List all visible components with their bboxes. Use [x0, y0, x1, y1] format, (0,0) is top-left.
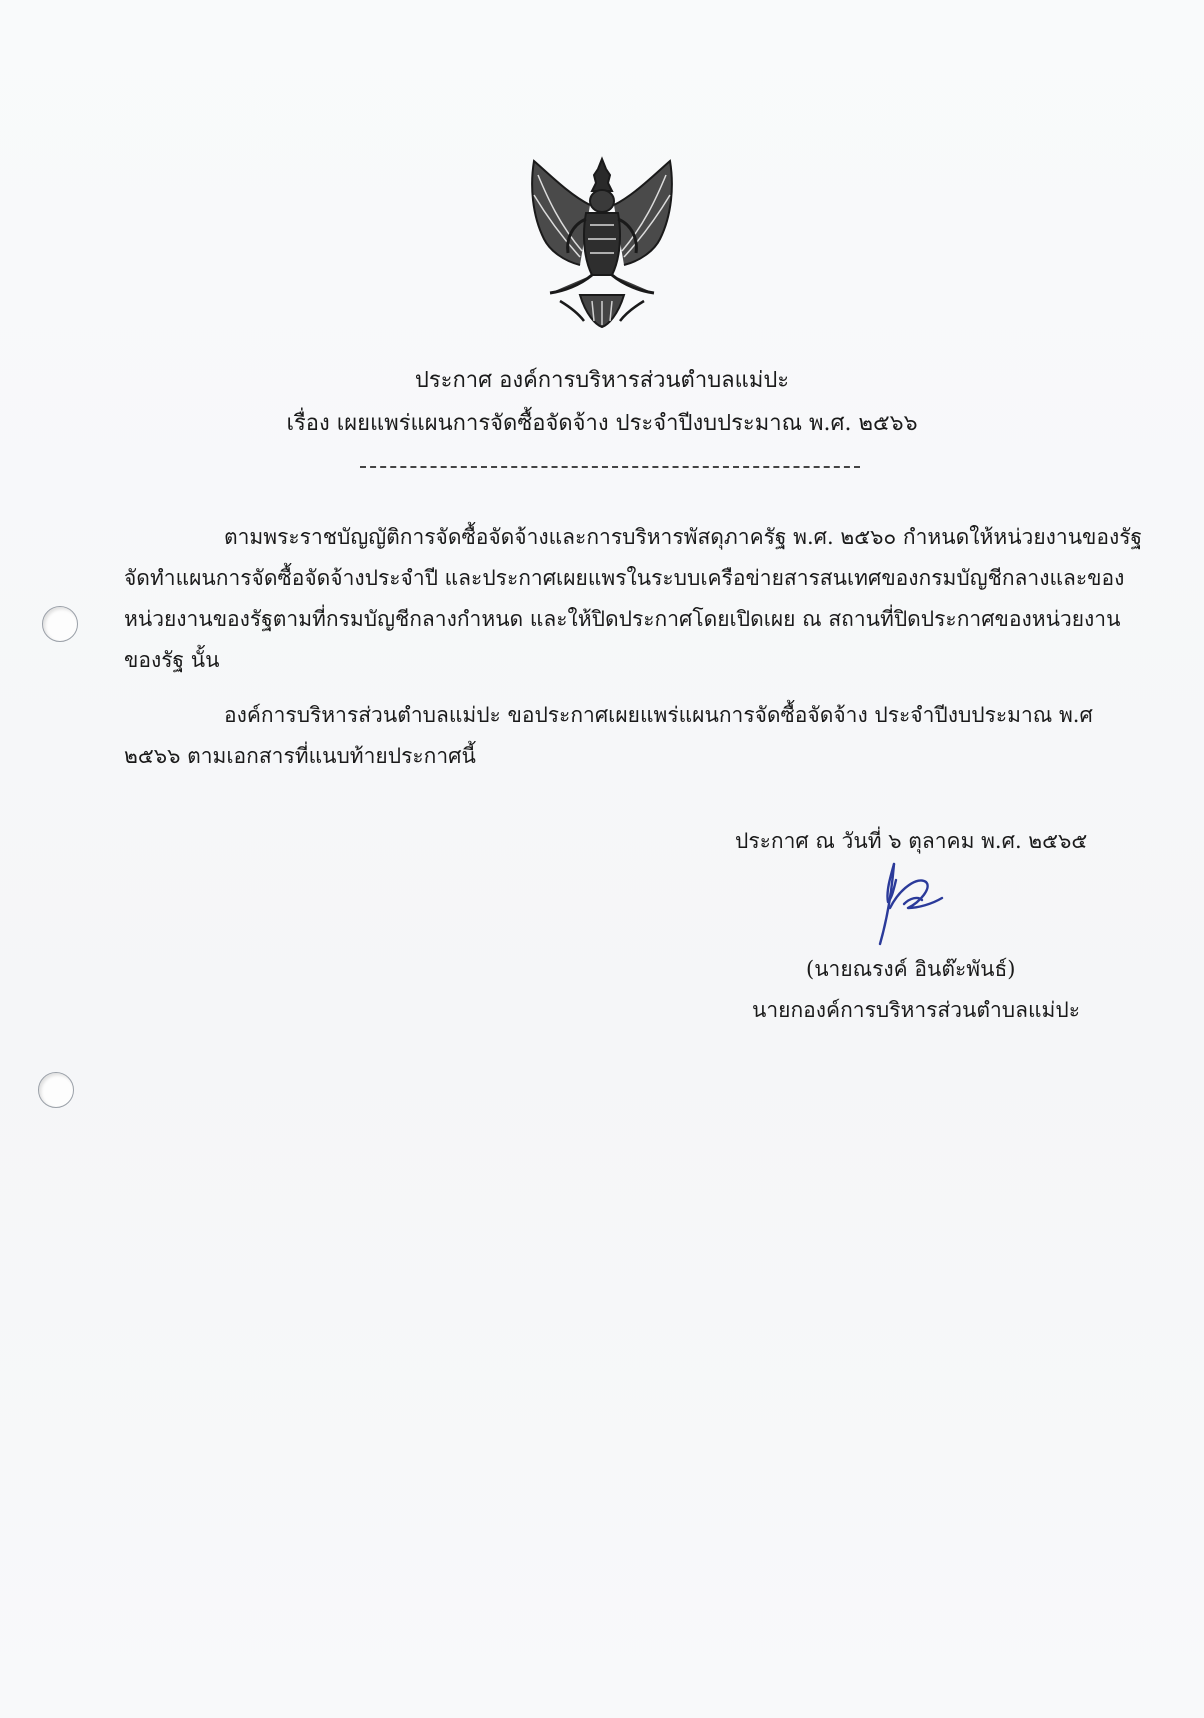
subject-line: เรื่อง เผยแพร่แผนการจัดซื้อจัดจ้าง ประจำปีงบประมาณ พ.ศ. ๒๕๖๖: [286, 411, 918, 436]
signature-icon: [860, 858, 970, 948]
paragraph-1: [124, 522, 1143, 676]
announcement-date: ประกาศ ณ วันที่ ๖ ตุลาคม พ.ศ. ๒๕๖๕: [735, 829, 1088, 853]
paragraph-2-line: องค์การบริหารส่วนตำบลแม่ปะ ขอประกาศเผยแพร่แผนการจัดซื้อจัดจ้าง ประจำปีงบประมาณ พ.ศ: [224, 703, 1093, 727]
paragraph-1-line: จัดทำแผนการจัดซื้อจัดจ้างประจำปี และประกาศเผยแพรในระบบเครือข่ายสารสนเทศของกรมบัญชีกลางและของ: [124, 566, 1125, 590]
punch-hole-bottom: [38, 1072, 74, 1108]
paragraph-2-line: ๒๕๖๖ ตามเอกสารที่แนบท้ายประกาศนี้: [124, 744, 476, 768]
divider-line: [360, 466, 860, 468]
issuer-line: ประกาศ องค์การบริหารส่วนตำบลแม่ปะ: [414, 368, 790, 393]
garuda-emblem-icon: [520, 155, 685, 330]
paragraph-2: [124, 700, 1093, 772]
signer-name: (นายณรงค์ อินต๊ะพันธ์): [806, 957, 1016, 981]
paragraph-1-line: ตามพระราชบัญญัติการจัดซื้อจัดจ้างและการบริหารพัสดุภาครัฐ พ.ศ. ๒๕๖๐ กำหนดให้หน่วยงานของรัฐ: [224, 525, 1143, 549]
punch-hole-top: [42, 606, 78, 642]
paragraph-1-line: ของรัฐ นั้น: [124, 648, 220, 672]
signer-title: นายกองค์การบริหารส่วนตำบลแม่ปะ: [752, 998, 1080, 1022]
paragraph-1-line: หน่วยงานของรัฐตามที่กรมบัญชีกลางกำหนด และให้ปิดประกาศโดยเปิดเผย ณ สถานที่ปิดประกาศของหน่วยงาน: [124, 607, 1121, 631]
